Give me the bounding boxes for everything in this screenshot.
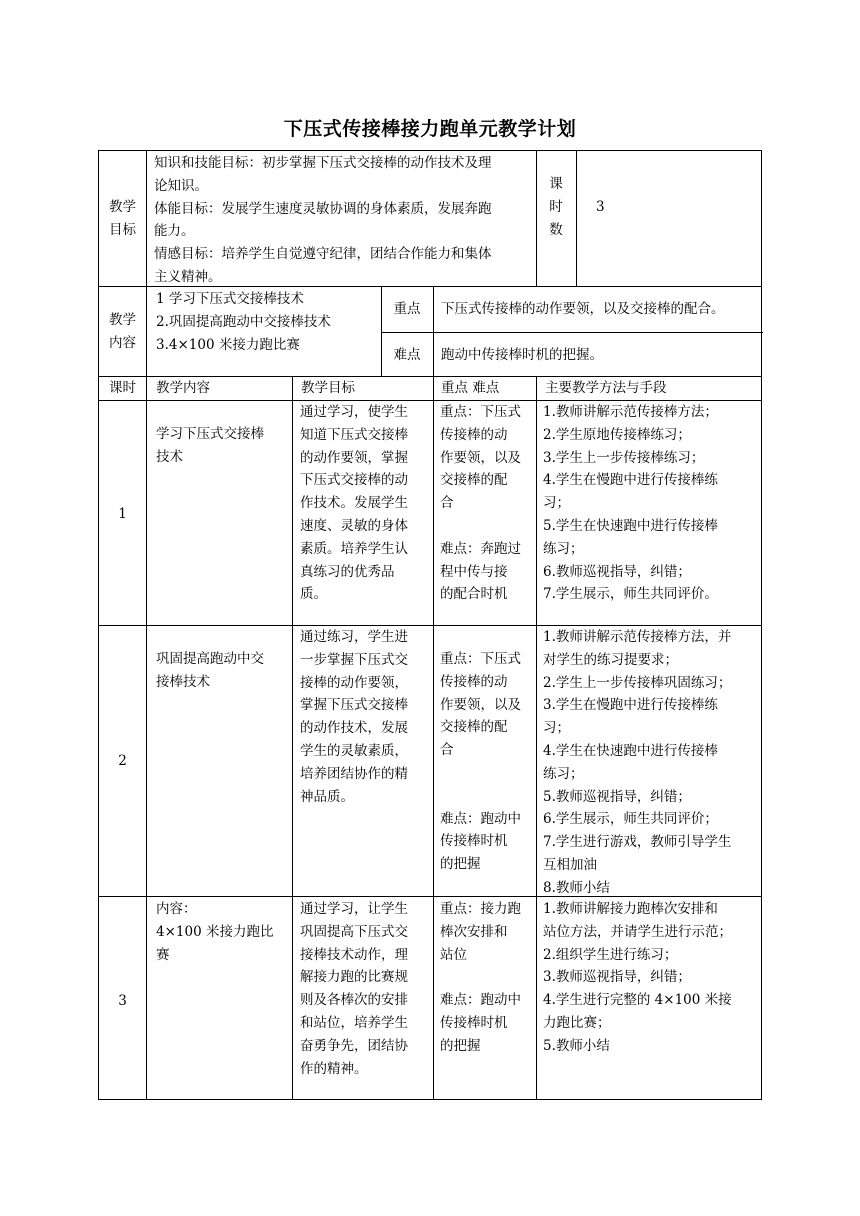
divider xyxy=(536,897,537,1100)
lesson-objective: 通过学习，使学生 知道下压式交接棒 的动作要领，掌握 下压式交接棒的动 作技术。发展学生 速度、灵敏的身体 素质。培养学生认 真练习的优秀品 质。 xyxy=(300,404,408,603)
divider xyxy=(536,377,537,400)
lesson-content: 巩固提高跑动中交 接棒技术 xyxy=(156,651,264,690)
page-title: 下压式传接棒接力跑单元教学计划 xyxy=(283,118,577,140)
lesson-number: 1 xyxy=(118,506,127,522)
lesson-keypoints: 重点：接力跑 棒次安排和 站位 难点：跑动中 传接棒时机 的把握 xyxy=(440,901,521,1054)
lesson-row xyxy=(98,400,762,625)
col-header-content: 教学内容 xyxy=(156,380,210,396)
divider xyxy=(433,401,434,625)
divider xyxy=(381,332,763,333)
divider xyxy=(292,626,293,896)
col-header-methods: 主要教学方法与手段 xyxy=(545,380,667,396)
goals-label: 教学 目标 xyxy=(109,199,136,238)
table-bottom-border xyxy=(98,1099,762,1100)
divider xyxy=(146,626,147,896)
divider xyxy=(433,377,434,400)
divider xyxy=(576,151,577,286)
lesson-methods: 1.教师讲解示范传接棒方法，并 对学生的练习提要求； 2.学生上一步传接棒巩固练习； 3.学生在慢跑中进行传接棒练 习； 4.学生在快速跑中进行传接棒 练习； 5.教师巡视指导，纠错； 6.学生展示，师生共同评价； 7.学生进行游戏，教师引导学生 互相加油 8.教师小结 xyxy=(543,629,732,896)
lesson-methods: 1.教师讲解接力跑棒次安排和 站位方法，并请学生进行示范； 2.组织学生进行练习； 3.教师巡视指导，纠错； 4.学生进行完整的 4×100 米接 力跑比赛； 5.教师小结 xyxy=(543,901,732,1054)
content-row xyxy=(98,286,762,376)
lesson-number: 3 xyxy=(118,993,127,1009)
divider xyxy=(292,897,293,1100)
hours-label: 课 时 数 xyxy=(549,176,563,238)
lesson-number: 2 xyxy=(118,753,127,769)
content-text: 1 学习下压式交接棒技术 2.巩固提高跑动中交接棒技术 3.4×100 米接力跑比赛 xyxy=(156,291,331,353)
divider xyxy=(146,287,147,376)
lesson-row xyxy=(98,896,762,1100)
goals-row xyxy=(98,150,762,286)
col-header-keypoints: 重点 难点 xyxy=(441,380,500,396)
lesson-content: 内容： 4×100 米接力跑比 赛 xyxy=(156,901,274,963)
lesson-methods: 1.教师讲解示范传接棒方法； 2.学生原地传接棒练习； 3.学生上一步传接棒练习； 4.学生在慢跑中进行传接棒练 习； 5.学生在快速跑中进行传接棒 练习； 6.教师巡视指导，纠错； 7.学生展示，师生共同评价。 xyxy=(543,404,718,603)
divider xyxy=(146,401,147,625)
lesson-row xyxy=(98,625,762,896)
lesson-objective: 通过练习，学生进 一步掌握下压式交 接棒的动作要领， 掌握下压式交接棒 的动作技术，发展 学生的灵敏素质， 培养团结协作的精 神品质。 xyxy=(300,629,408,805)
content-label: 教学 内容 xyxy=(109,312,136,351)
divider xyxy=(146,151,147,286)
key-label: 重点 xyxy=(393,301,421,317)
col-header-hour: 课时 xyxy=(109,380,136,396)
lesson-content: 学习下压式交接棒 技术 xyxy=(156,426,264,465)
goals-text: 知识和技能目标：初步掌握下压式交接棒的动作技术及理 论知识。 体能目标：发展学生速度灵敏协调的身体素质，发展奔跑 能力。 情感目标：培养学生自觉遵守纪律，团结合作能力和集体 主义精神。 xyxy=(154,155,492,285)
divider xyxy=(433,626,434,896)
diff-text: 跑动中传接棒时机的把握。 xyxy=(441,347,603,363)
lesson-objective: 通过学习，让学生 巩固提高下压式交 接棒技术动作，理 解接力跑的比赛规 则及各棒次的安排 和站位，培养学生 奋勇争先，团结协 作的精神。 xyxy=(300,901,408,1077)
lesson-keypoints: 重点：下压式 传接棒的动 作要领，以及 交接棒的配 合 难点：奔跑过 程中传与接 的配合时机 xyxy=(440,404,521,603)
lesson-keypoints: 重点：下压式 传接棒的动 作要领，以及 交接棒的配 合 难点：跑动中 传接棒时机 的把握 xyxy=(440,651,521,873)
divider xyxy=(292,401,293,625)
key-text: 下压式传接棒的动作要领，以及交接棒的配合。 xyxy=(441,301,725,317)
col-header-objective: 教学目标 xyxy=(301,380,355,396)
diff-label: 难点 xyxy=(393,347,421,363)
divider xyxy=(292,377,293,400)
divider xyxy=(146,897,147,1100)
divider xyxy=(536,626,537,896)
hours-value: 3 xyxy=(596,199,605,215)
column-header-row xyxy=(98,376,762,400)
divider xyxy=(146,377,147,400)
divider xyxy=(536,401,537,625)
divider xyxy=(433,897,434,1100)
